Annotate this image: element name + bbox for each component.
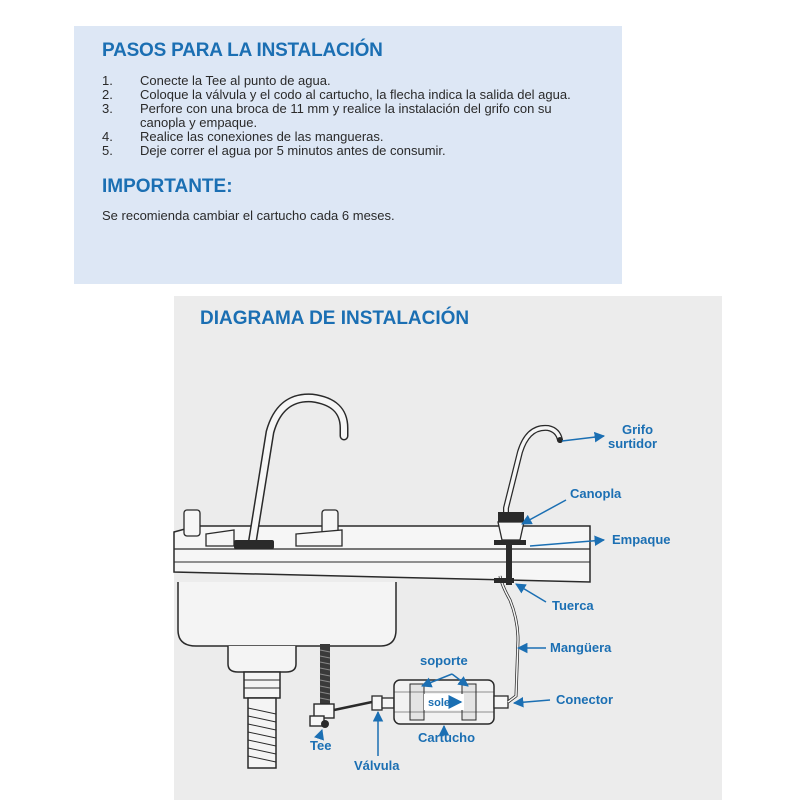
important-title: IMPORTANTE: [102, 176, 233, 197]
step-number: 2. [102, 87, 113, 102]
diagram-title: DIAGRAMA DE INSTALACIÓN [200, 308, 470, 329]
filter-cartridge [394, 680, 508, 724]
tee-fitting [310, 704, 334, 728]
step-text: Coloque la válvula y el codo al cartucho, la flecha indica la salida del agua. [140, 87, 571, 102]
step-number: 4. [102, 129, 113, 144]
countertop [174, 526, 590, 582]
label-empaque: Empaque [612, 532, 671, 547]
label-tuerca: Tuerca [552, 598, 594, 613]
label-grifo: Grifo [622, 422, 654, 437]
valve [334, 696, 394, 710]
label-manguera: Mangüera [550, 640, 612, 655]
step-text: Realice las conexiones de las mangueras. [140, 129, 384, 144]
step-number: 1. [102, 73, 113, 88]
steps-title: PASOS PARA LA INSTALACIÓN [102, 40, 383, 61]
label-surtidor: surtidor [608, 436, 658, 451]
step-number: 5. [102, 143, 113, 158]
important-text: Se recomienda cambiar el cartucho cada 6 meses. [102, 208, 395, 223]
label-soporte: soporte [420, 653, 468, 668]
label-canopla: Canopla [570, 486, 622, 501]
sink-drain [244, 672, 280, 768]
label-cartucho: Cartucho [418, 730, 476, 745]
water-supply-pipe [320, 644, 330, 706]
brand-logo: sole [428, 697, 451, 709]
step-text: Deje correr el agua por 5 minutos antes de consumir. [140, 143, 446, 158]
sink-basin [178, 582, 396, 672]
label-valvula: Válvula [354, 758, 400, 773]
hose [500, 576, 518, 702]
step-text: Perfore con una broca de 11 mm y realice la instalación del grifo con su canopla y empaque. [140, 101, 552, 130]
step-number: 3. [102, 101, 113, 116]
label-tee: Tee [310, 738, 332, 753]
step-text: Conecte la Tee al punto de agua. [140, 73, 331, 88]
label-conector: Conector [556, 692, 614, 707]
